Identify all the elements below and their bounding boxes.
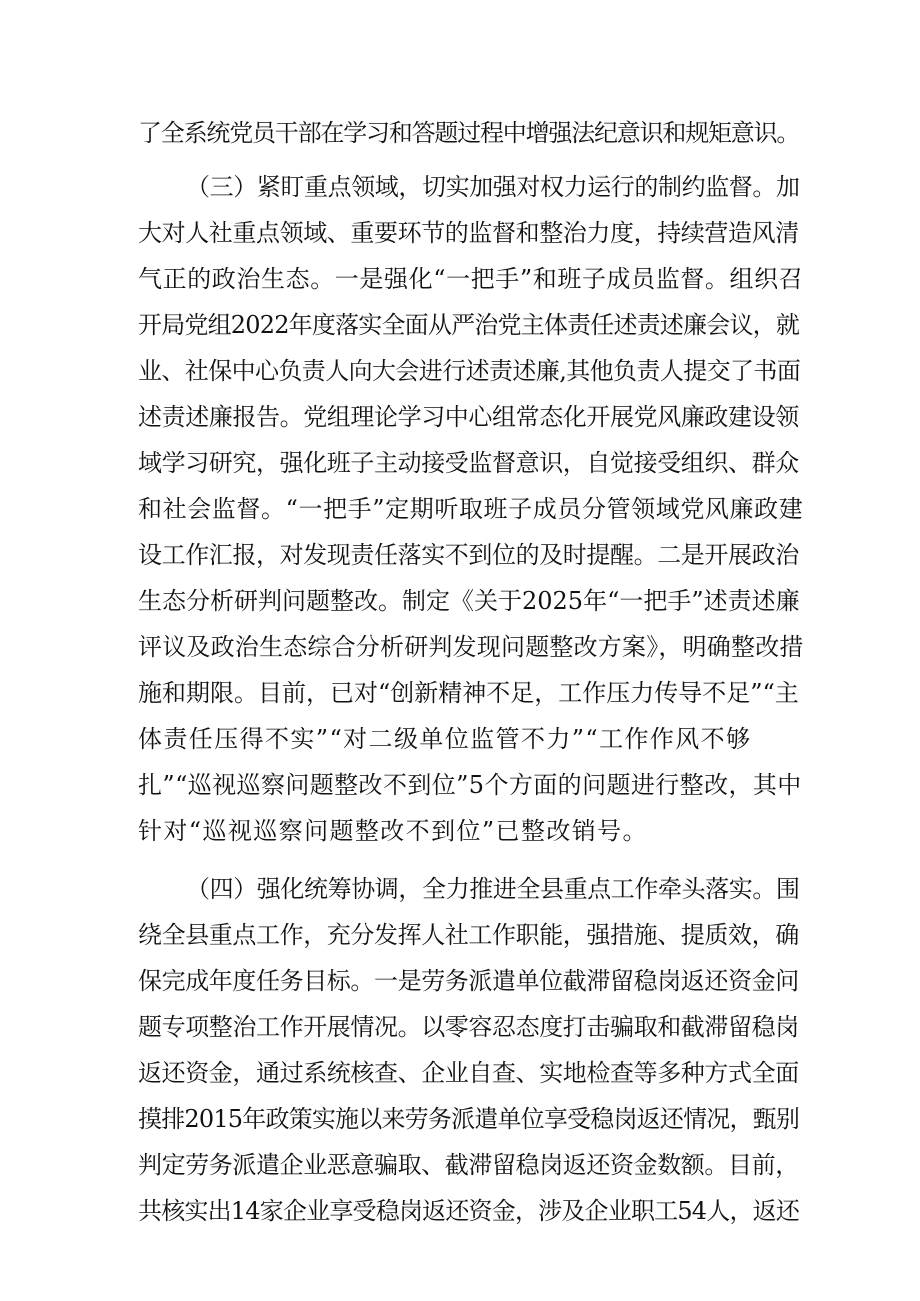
text-line: 评议及政治生态综合分析研判发现问题整改方案》，明确整改措 [138, 633, 804, 661]
text-line: 共核实出14家企业享受稳岗返还资金，涉及企业职工54人，返还 [138, 1197, 800, 1225]
text-line: 扎”“巡视巡察问题整改不到位”5个方面的问题进行整改，其中 [138, 771, 802, 799]
text-line: 业、社保中心负责人向大会进行述责述廉,其他负责人提交了书面 [138, 357, 801, 385]
text-line: 体责任压得不实”“对二级单位监管不力”“工作作风不够 [138, 725, 752, 753]
text-line: 气正的政治生态。一是强化“一把手”和班子成员监督。组织召 [138, 265, 804, 293]
text-line: 施和期限。目前，已对“创新精神不足，工作压力传导不足”“主 [138, 679, 799, 707]
text-line: 开局党组2022年度落实全面从严治党主体责任述责述廉会议，就 [138, 311, 800, 339]
text-line: 域学习研究，强化班子主动接受监督意识，自觉接受组织、群众 [138, 449, 799, 477]
text-line: 绕全县重点工作，充分发挥人社工作职能，强措施、提质效，确 [138, 921, 799, 949]
text-line: 了全系统党员干部在学习和答题过程中增强法纪意识和规矩意识。 [138, 119, 800, 147]
text-line: 和社会监督。“一把手”定期听取班子成员分管领域党风廉政建 [138, 495, 804, 523]
text-line: 大对人社重点领域、重要环节的监督和整治力度，持续营造风清 [138, 219, 799, 247]
text-line: 题专项整治工作开展情况。以零容忍态度打击骗取和截滞留稳岗 [138, 1013, 799, 1041]
text-line: 保完成年度任务目标。一是劳务派遣单位截滞留稳岗返还资金问 [138, 967, 799, 995]
text-line: 设工作汇报，对发现责任落实不到位的及时提醒。二是开展政治 [138, 541, 799, 569]
section-4-heading-line: （四）强化统筹协调，全力推进全县重点工作牵头落实。围 [186, 875, 800, 903]
text-line: 述责述廉报告。党组理论学习中心组常态化开展党风廉政建设领 [138, 403, 799, 431]
section-3-heading-line: （三）紧盯重点领域，切实加强对权力运行的制约监督。加 [186, 173, 800, 201]
text-line: 判定劳务派遣企业恶意骗取、截滞留稳岗返还资金数额。目前， [138, 1151, 799, 1179]
text-line: 生态分析研判问题整改。制定《关于2025年“一把手”述责述廉 [138, 587, 800, 615]
text-line: 针对“巡视巡察问题整改不到位”已整改销号。 [138, 817, 648, 845]
text-line: 摸排2015年政策实施以来劳务派遣单位享受稳岗返还情况，甄别 [138, 1105, 800, 1133]
text-line: 返还资金，通过系统核查、企业自查、实地检查等多种方式全面 [138, 1059, 799, 1087]
